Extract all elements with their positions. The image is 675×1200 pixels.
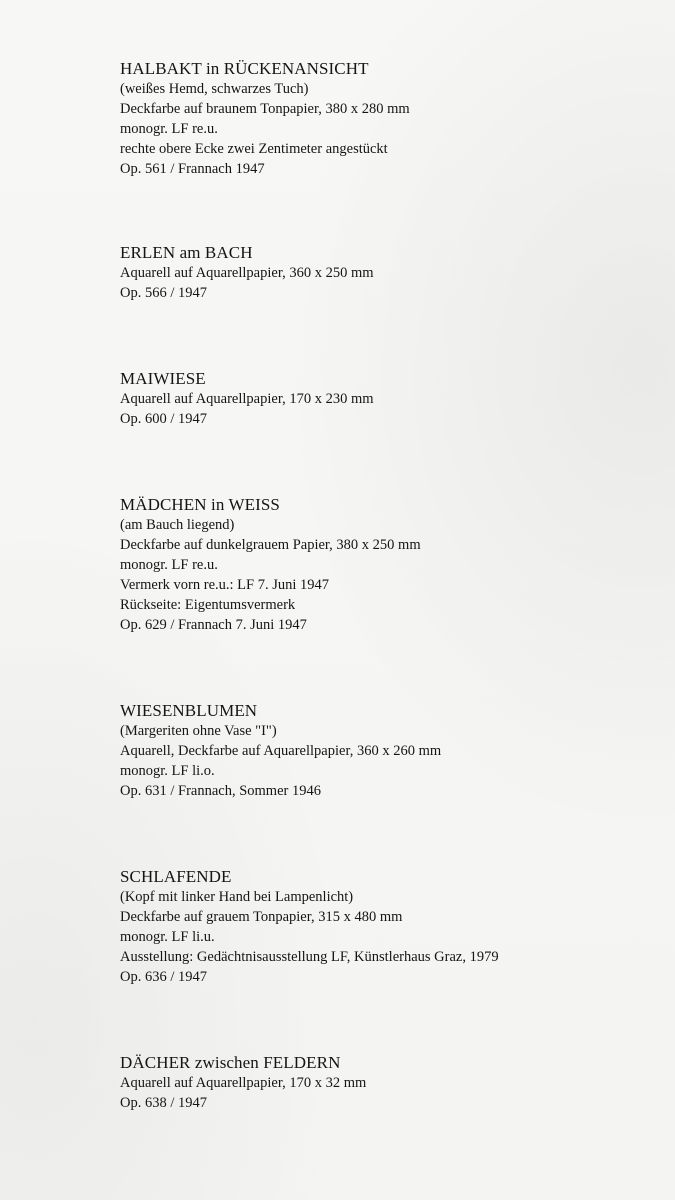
- entry-medium: Aquarell auf Aquarellpapier, 360 x 250 mm: [120, 265, 374, 281]
- catalog-entry: [120, 866, 635, 987]
- catalog-entry: [120, 368, 635, 429]
- entry-note: Vermerk vorn re.u.: LF 7. Juni 1947: [120, 577, 330, 593]
- catalog-entry: [120, 1052, 635, 1113]
- entry-medium: Deckfarbe auf grauem Tonpapier, 315 x 480 mm: [120, 909, 403, 925]
- entry-opus: Op. 600 / 1947: [120, 411, 207, 427]
- entry-subtitle: (Margeriten ohne Vase "I"): [120, 723, 277, 739]
- entry-exhibition: Ausstellung: Gedächtnisausstellung LF, Künstlerhaus Graz, 1979: [120, 949, 499, 965]
- entry-note: rechte obere Ecke zwei Zentimeter angestückt: [120, 141, 388, 157]
- catalog-entry: [120, 58, 635, 179]
- entry-monogram: monogr. LF li.u.: [120, 929, 215, 945]
- entry-subtitle: (am Bauch liegend): [120, 517, 235, 533]
- entry-medium: Aquarell auf Aquarellpapier, 170 x 230 mm: [120, 391, 374, 407]
- entry-medium: Aquarell, Deckfarbe auf Aquarellpapier, 360 x 260 mm: [120, 743, 442, 759]
- entry-opus: Op. 629 / Frannach 7. Juni 1947: [120, 617, 307, 633]
- entry-title: DÄCHER zwischen FELDERN: [120, 1053, 341, 1072]
- entry-title: MÄDCHEN in WEISS: [120, 495, 280, 514]
- entry-medium: Deckfarbe auf dunkelgrauem Papier, 380 x 250 mm: [120, 537, 421, 553]
- entry-note: Rückseite: Eigentumsvermerk: [120, 597, 296, 613]
- entry-monogram: monogr. LF re.u.: [120, 121, 218, 137]
- entry-title: WIESENBLUMEN: [120, 701, 258, 720]
- entry-opus: Op. 631 / Frannach, Sommer 1946: [120, 783, 321, 799]
- entry-title: HALBAKT in RÜCKENANSICHT: [120, 59, 369, 78]
- entry-opus: Op. 636 / 1947: [120, 969, 207, 985]
- entry-title: SCHLAFENDE: [120, 867, 232, 886]
- entry-monogram: monogr. LF re.u.: [120, 557, 218, 573]
- entry-title: ERLEN am BACH: [120, 243, 253, 262]
- entry-opus: Op. 566 / 1947: [120, 285, 207, 301]
- entry-subtitle: (Kopf mit linker Hand bei Lampenlicht): [120, 889, 354, 905]
- entry-medium: Deckfarbe auf braunem Tonpapier, 380 x 280 mm: [120, 101, 410, 117]
- catalog-entry: [120, 700, 635, 801]
- entry-subtitle: (weißes Hemd, schwarzes Tuch): [120, 81, 309, 97]
- entry-medium: Aquarell auf Aquarellpapier, 170 x 32 mm: [120, 1075, 367, 1091]
- entry-title: MAIWIESE: [120, 369, 206, 388]
- entry-opus: Op. 561 / Frannach 1947: [120, 161, 265, 177]
- catalog-entry: [120, 494, 635, 635]
- catalog-entry: [120, 242, 635, 303]
- entry-monogram: monogr. LF li.o.: [120, 763, 215, 779]
- entry-opus: Op. 638 / 1947: [120, 1095, 207, 1111]
